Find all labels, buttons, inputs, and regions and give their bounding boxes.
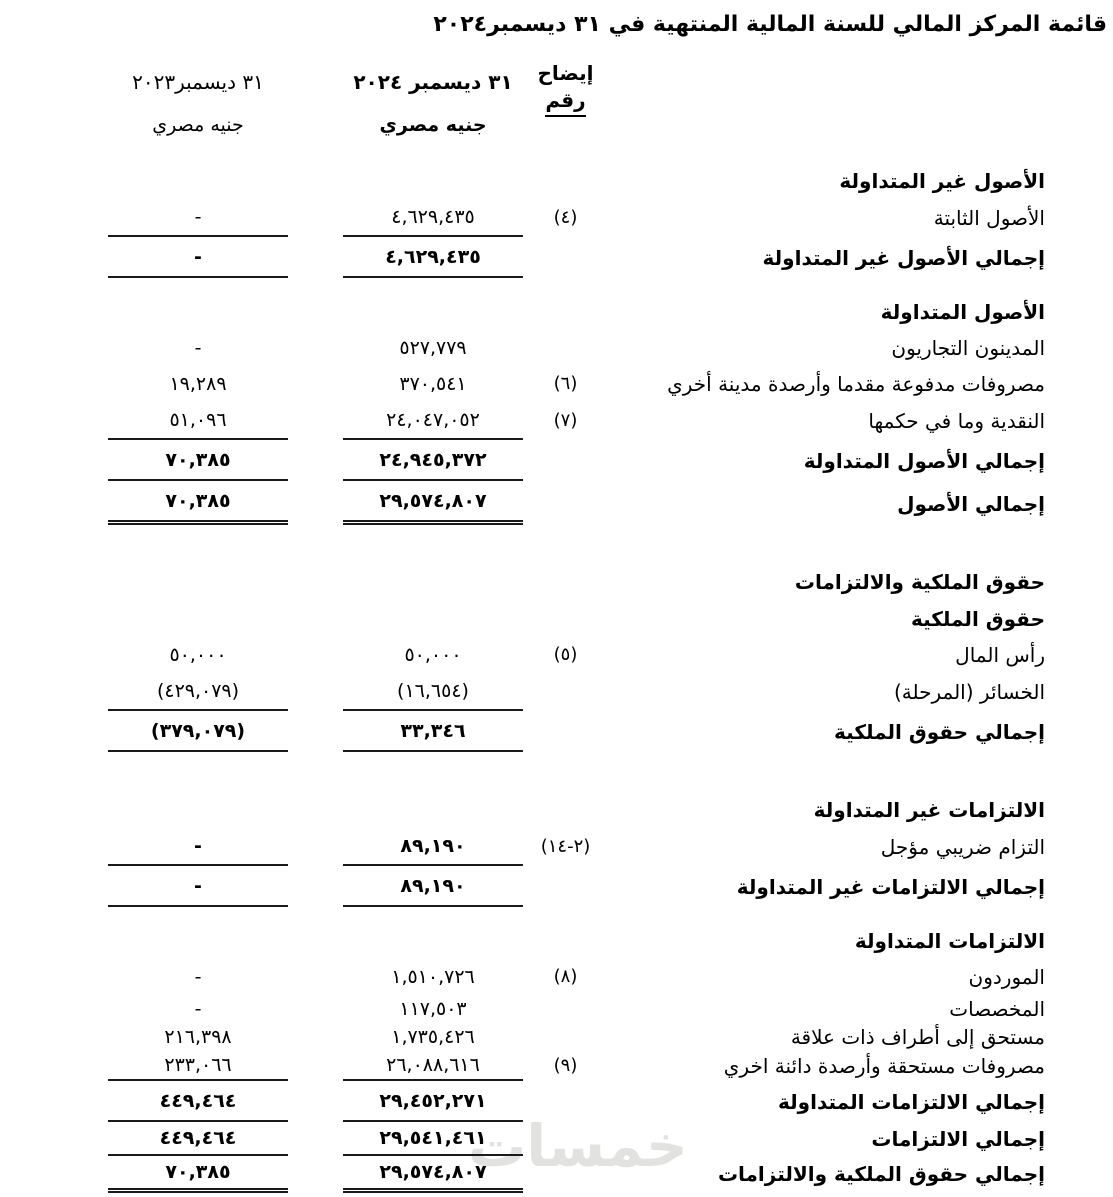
row-label: حقوق الملكية والالتزامات [794, 569, 1045, 594]
note-ref [523, 277, 608, 330]
value-2024: ٣٧٠,٥٤١ [399, 373, 467, 395]
row-label: حقوق الملكية [910, 606, 1045, 631]
value-2023: ٤٤٩,٤٦٤ [108, 1080, 288, 1121]
row-label: مستحق إلى أطراف ذات علاقة [790, 1024, 1045, 1049]
page-title: قائمة المركز المالي للسنة المالية المنتهية في ٣١ ديسمبر٢٠٢٤ [433, 12, 1107, 37]
currency-label-2024: جنيه مصري [379, 114, 487, 136]
balance-sheet-table [0, 44, 1113, 1193]
note-ref: (٤) [553, 207, 578, 228]
value-2023: ٧٠,٣٨٥ [108, 480, 288, 523]
note-ref: (٩) [553, 1054, 578, 1076]
value-2024: ٢٩,٥٧٤,٨٠٧ [343, 1155, 523, 1191]
note-ref [523, 906, 608, 959]
note-ref [523, 330, 608, 366]
value-2023 [108, 906, 288, 959]
value-2024: ٥٠,٠٠٠ [404, 643, 462, 666]
value-2024: ٢٦,٠٨٨,٦١٦ [343, 1051, 523, 1080]
total-row [0, 1121, 1113, 1155]
total-row [0, 1155, 1113, 1191]
item-row [0, 995, 1113, 1023]
item-row [0, 1023, 1113, 1051]
section-heading-row [0, 146, 1113, 199]
value-2023: ٢٣٣,٠٦٦ [108, 1051, 288, 1080]
value-2024: ٢٤,٩٤٥,٣٧٢ [343, 439, 523, 480]
value-2024: (١٦,٦٥٤) [343, 673, 523, 710]
section-heading-row [0, 523, 1113, 600]
item-row [0, 673, 1113, 710]
value-2023: - [194, 997, 202, 1020]
row-label: إجمالي حقوق الملكية [834, 719, 1045, 744]
note-ref: (٥) [553, 643, 578, 665]
value-2023: ٢١٦,٣٩٨ [164, 1025, 232, 1048]
value-2024: ١,٥١٠,٧٢٦ [391, 965, 475, 988]
value-2024: ٨٩,١٩٠ [343, 828, 523, 865]
note-ref [523, 523, 608, 600]
value-2024: ٣٣,٣٤٦ [343, 710, 523, 751]
statement-rows [0, 146, 1113, 1190]
value-2023 [108, 600, 288, 637]
note-ref [523, 751, 608, 828]
value-2024: ٢٩,٥٤١,٤٦١ [343, 1121, 523, 1155]
note-ref [523, 146, 608, 199]
total-row [0, 236, 1113, 277]
note-ref [523, 439, 608, 480]
row-label: إجمالي الالتزامات غير المتداولة [736, 874, 1045, 899]
value-2023: - [194, 337, 202, 359]
note-header-line2: رقم [523, 87, 608, 117]
row-label: مصروفات مستحقة وأرصدة دائنة اخري [723, 1053, 1045, 1078]
value-2024 [343, 523, 523, 600]
row-label: الأصول الثابتة [933, 206, 1045, 230]
note-ref [523, 673, 608, 710]
value-2023: ٧٠,٣٨٥ [108, 1155, 288, 1191]
column-header-2024: ٣١ ديسمبر ٢٠٢٤ [353, 70, 513, 94]
note-ref [523, 236, 608, 277]
item-row [0, 637, 1113, 673]
note-ref: (٦) [553, 373, 578, 394]
value-2023: - [108, 236, 288, 277]
item-row [0, 828, 1113, 865]
value-2023: ١٩,٢٨٩ [169, 373, 227, 395]
note-ref [523, 1023, 608, 1051]
row-label: التزام ضريبي مؤجل [880, 834, 1045, 859]
value-2023 [108, 146, 288, 199]
value-2024: ٢٩,٤٥٢,٢٧١ [343, 1080, 523, 1121]
value-2024 [343, 600, 523, 637]
row-label: الأصول المتداولة [880, 300, 1045, 324]
note-ref [523, 480, 608, 523]
note-ref [523, 600, 608, 637]
value-2024: ٤,٦٢٩,٤٣٥ [343, 199, 523, 236]
value-2024: ١١٧,٥٠٣ [399, 997, 467, 1020]
row-label: الأصول غير المتداولة [839, 169, 1045, 193]
column-header-2023: ٣١ ديسمبر٢٠٢٣ [132, 70, 264, 94]
total-row [0, 439, 1113, 480]
note-ref [523, 1080, 608, 1121]
row-label: إجمالي الالتزامات [871, 1126, 1045, 1151]
value-2023: ٥١,٠٩٦ [108, 402, 288, 439]
value-2024: ٥٢٧,٧٧٩ [399, 337, 467, 359]
value-2024: ٨٩,١٩٠ [343, 865, 523, 906]
row-label: الالتزامات غير المتداولة [813, 797, 1045, 822]
note-column-header [523, 44, 608, 146]
row-label: إجمالي الأصول غير المتداولة [762, 246, 1045, 270]
value-2023 [108, 277, 288, 330]
value-2024: ٢٤,٠٤٧,٠٥٢ [343, 402, 523, 439]
value-2023: (٤٢٩,٠٧٩) [108, 673, 288, 710]
value-2023: ٥٠,٠٠٠ [169, 643, 227, 666]
value-2023: ٧٠,٣٨٥ [108, 439, 288, 480]
row-label: رأس المال [955, 642, 1045, 667]
item-row [0, 1051, 1113, 1080]
row-label: إجمالي الالتزامات المتداولة [778, 1089, 1045, 1114]
row-label: إجمالي الأصول المتداولة [803, 449, 1045, 473]
value-2024 [343, 906, 523, 959]
note-ref [523, 865, 608, 906]
value-2023: (٣٧٩,٠٧٩) [108, 710, 288, 751]
item-row [0, 366, 1113, 402]
section-heading-row [0, 277, 1113, 330]
item-row [0, 959, 1113, 995]
section-heading-row [0, 600, 1113, 637]
total-row [0, 710, 1113, 751]
item-row [0, 199, 1113, 236]
row-label: الخسائر (المرحلة) [893, 679, 1045, 704]
note-ref: (٢-١٤) [540, 835, 591, 857]
row-label: مصروفات مدفوعة مقدما وأرصدة مدينة أخري [667, 372, 1045, 396]
value-2024 [343, 751, 523, 828]
value-2023: - [108, 865, 288, 906]
section-heading-row [0, 906, 1113, 959]
total-row [0, 1080, 1113, 1121]
value-2023: ٤٤٩,٤٦٤ [108, 1121, 288, 1155]
note-header-line1: إيضاح [537, 61, 594, 85]
row-label: المخصصات [949, 996, 1045, 1021]
value-2024: ٢٩,٥٧٤,٨٠٧ [343, 480, 523, 523]
value-2024 [343, 146, 523, 199]
value-2024: ١,٧٣٥,٤٢٦ [391, 1025, 475, 1048]
value-2024: ٤,٦٢٩,٤٣٥ [343, 236, 523, 277]
note-ref [523, 710, 608, 751]
row-label: الموردون [968, 964, 1045, 989]
table-header [0, 44, 1113, 146]
total-row [0, 865, 1113, 906]
khamsat-watermark: خمسات [468, 1112, 688, 1180]
header-row-dates [0, 44, 1113, 99]
value-2024 [343, 277, 523, 330]
note-ref: (٧) [553, 410, 578, 431]
row-label: النقدية وما في حكمها [868, 409, 1045, 433]
row-label: إجمالي حقوق الملكية والالتزامات [717, 1162, 1045, 1186]
item-row [0, 330, 1113, 366]
total-row [0, 480, 1113, 523]
section-heading-row [0, 751, 1113, 828]
value-2023 [108, 523, 288, 600]
row-label: إجمالي الأصول [897, 491, 1045, 516]
note-ref: (٨) [553, 965, 578, 987]
currency-label-2023: جنيه مصري [152, 114, 244, 136]
value-2023: - [108, 199, 288, 236]
note-ref [523, 995, 608, 1023]
note-ref [523, 1121, 608, 1155]
row-label: المدينون التجاريون [891, 336, 1045, 360]
value-2023 [108, 751, 288, 828]
item-row [0, 402, 1113, 439]
note-ref [523, 1155, 608, 1191]
value-2023: - [194, 965, 202, 988]
value-2023: - [108, 828, 288, 865]
row-label: الالتزامات المتداولة [854, 928, 1045, 953]
